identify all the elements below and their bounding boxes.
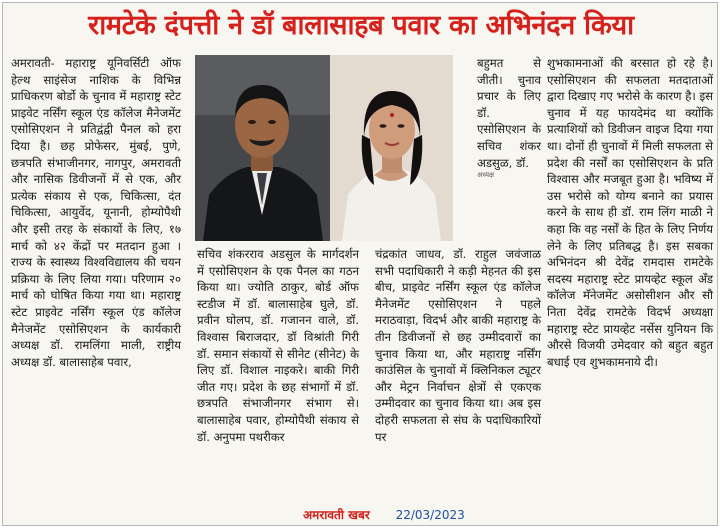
article-column-3-top [477, 55, 541, 180]
portrait-photo-woman [330, 55, 453, 241]
stray-word: अध्यक्ष [477, 171, 495, 180]
article-column-1: अमरावती- महाराष्ट्र यूनिवर्सिटी ऑफ हेल्थ साइंसेज नाशिक के विभिन्न प्राधिकरण बोर्डो के चुनाव में महाराष्ट्र स्टेट प्राइवेट नर्सिंग स्कूल एंड कॉलेज मैनेजमेंट एसोसिएशन ने प्रतिद्वंद्वी पैनल को हरा दिया है। छह प्रोफेसर, मुंबई, पुणे, छत्रपति संभाजीनगर, नागपुर, अमरावती और नासिक डिवीजनों में से एक, और प्रत्येक संकाय से एक, चिकित्सा, दंत चिकित्सा, आयुर्वेद, यूनानी, होम्योपैथी और इसी तरह के संकायों के लिए, १७ मार्च को ४२ केंद्रों पर मतदान हुआ । राज्य के स्वास्थ्य विश्वविद्यालय की चयन प्रक्रिया के लिए लिया गया। परिणाम २० मार्च को घोषित किया गया था। महाराष्ट्र स्टेट प्राइवेट नर्सिंग स्कूल एंड कॉलेज मैनेजमेंट एसोसिएशन के कार्यकारी अध्यक्ष डॉ. रामलिंगा माली, राष्ट्रीय अध्यक्ष डॉ. बालासाहेब पवार, [11, 56, 181, 369]
newspaper-clipping [2, 2, 718, 526]
article-column-2: सचिव शंकरराव अडसुल के मार्गदर्शन में एसोसिएशन के एक पैनल का गठन किया था। ज्योति ठाकुर, बोर्ड ऑफ स्टडीज में डॉ. बालासाहेब घुले, डॉ. प्रवीन घोलप, डॉ. गजानन वाले, डॉ. विश्वास बिराजदार, डॉ विश्रांती गिरी डॉ. समान संकायों से सीनेट (सीनेट) के लिए डॉ. विशाल नाइकरे। बाकी गिरी जीत गए। प्रदेश के छह संभागों में डॉ. छत्रपति संभाजीनगर संभाग से। बालासाहेब पवार, होम्योपैथी संकाय से डॉ. अनुपमा पथरीकर [197, 247, 359, 444]
article-column-4: शुभकामनाओं की बरसात हो रहे है। एसोसिएशन की सफलता मतदाताओं द्वारा दिखाए गए भरोसे के कारण है। इस चुनाव में यह फायदेमंद था क्योंकि प्रत्याशियों को डिवीजन वाइज दिया गया था। दोनों ही चुनावों में मिली सफलता से प्रदेश की नर्सों का एसोसिएशन के प्रति विश्वास और मजबूत हुआ है। भविष्य में उस भरोसे को योग्य बनाने का प्रयास करने के साथ ही डॉ. राम लिंग माळी ने कहा कि वह नर्सों के हित के लिए निर्णय लेने के लिए प्रतिबद्ध है। इस सबका अभिनंदन श्री देवेंद्र रामदास रामटेके सदस्य महाराष्ट्र स्टेट प्रायव्हेट स्कूल अँड कॉलेज मॅनेजमेंट असोसीशन और सौ निता देवेंद्र रामटेके विदर्भ अध्यक्षा महाराष्ट्र स्टेट प्रायव्हेट नर्सेस युनियन कि औरसे विजयी उमेदवार को बहुत बहुत बधाई एव शुभकामनाये दी। [547, 56, 713, 369]
headline: रामटेके दंपत्ती ने डॉ बालासाहब पवार का अभिनंदन किया [88, 10, 634, 41]
photo-pair [195, 55, 453, 241]
source-name: अमरावती खबर [303, 508, 370, 522]
article-column-3-top-text: बहुमत से जीती। चुनाव प्रचार के लिए डॉ. एसोसिएशन के सचिव शंकर अडसुळ, डॉ. [477, 56, 541, 170]
footer [303, 506, 563, 524]
publication-date: 22/03/2023 [395, 508, 465, 522]
portrait-photo-man [195, 55, 330, 241]
article-column-3-bottom: चंद्रकांत जाधव, डॉ. राहुल जवंजाळ सभी पदाधिकारी ने कड़ी मेहनत की इस बीच, प्राइवेट नर्सिंग स्कूल एंड कॉलेज मैनेजमेंट एसोसिएशन ने पहले मराठवाड़ा, विदर्भ और बाकी महाराष्ट्र के तीन डिवीजनों से छह उम्मीदवारों का चुनाव किया था, और महाराष्ट्र नर्सिंग काउंसिल के चुनावों में क्लिनिकल ट्यूटर और मेट्रन निर्वाचन क्षेत्रों से एकएक उम्मीदवार का चुनाव किया था। अब इस दोहरी सफलता से संघ के पदाधिकारियों पर [375, 247, 541, 444]
